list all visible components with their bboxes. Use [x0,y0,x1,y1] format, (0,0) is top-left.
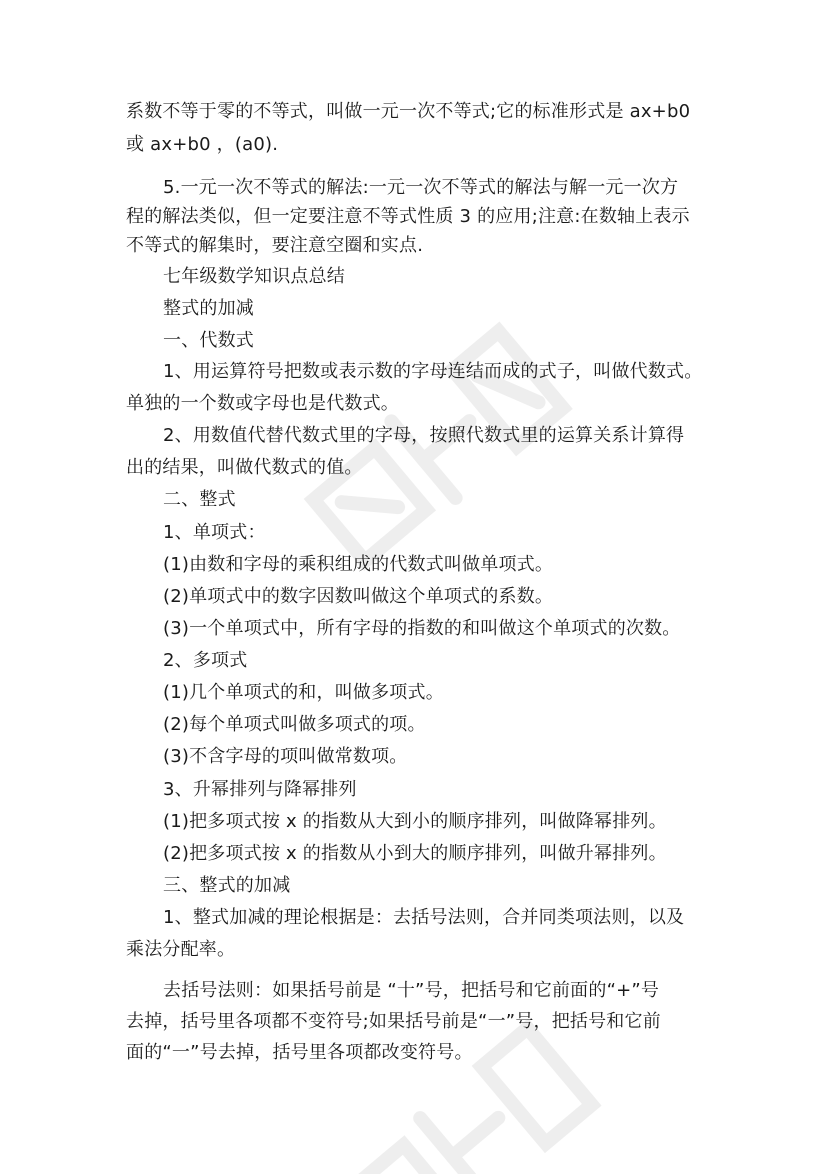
list-item: (2)单项式中的数字因数叫做这个单项式的系数。 [163,586,554,607]
subsection-heading: 3、升幂排列与降幂排列 [163,779,357,800]
section-heading: 二、整式 [163,489,236,510]
text-line: 系数不等于零的不等式，叫做一元一次不等式;它的标准形式是 ax+b0 [126,101,691,122]
text-line: 不等式的解集时，要注意空圈和实点. [126,235,424,256]
section-heading: 一、代数式 [163,330,254,351]
text-line: 乘法分配率。 [126,939,236,960]
list-item: (1)把多项式按 x 的指数从大到小的顺序排列，叫做降幂排列。 [163,811,667,832]
list-item: (3)不含字母的项叫做常数项。 [163,746,408,767]
subsection-heading: 1、单项式： [163,522,266,543]
text-line: 程的解法类似，但一定要注意不等式性质 3 的应用;注意:在数轴上表示 [126,206,690,227]
text-line: 去括号法则：如果括号前是 “十”号，把括号和它前面的“+”号 [163,980,660,1001]
text-line: 1、用运算符号把数或表示数的字母连结而成的式子，叫做代数式。 [163,361,703,382]
text-line: 2、用数值代替代数式里的字母，按照代数式里的运算关系计算得 [163,425,685,446]
text-line: 或 ax+b0 ，(a0). [126,134,279,155]
text-line: 1、整式加减的理论根据是：去括号法则，合并同类项法则，以及 [163,907,685,928]
list-item: (1)由数和字母的乘积组成的代数式叫做单项式。 [163,554,554,575]
list-item: (3)一个单项式中，所有字母的指数的和叫做这个单项式的次数。 [163,618,681,639]
section-heading: 整式的加减 [163,298,254,319]
list-item: (2)每个单项式叫做多项式的项。 [163,714,426,735]
text-line: 出的结果，叫做代数式的值。 [126,457,363,478]
text-line: 单独的一个数或字母也是代数式。 [126,393,399,414]
section-heading: 三、整式的加减 [163,875,291,896]
list-item: (2)把多项式按 x 的指数从小到大的顺序排列，叫做升幂排列。 [163,843,667,864]
text-line: 去掉，括号里各项都不变符号;如果括号前是“一”号，把括号和它前 [126,1011,661,1032]
list-item: (1)几个单项式的和，叫做多项式。 [163,682,444,703]
subsection-heading: 2、多项式 [163,650,248,671]
text-line: 5.一元一次不等式的解法:一元一次不等式的解法与解一元一次方 [163,177,679,198]
text-line: 面的“一”号去掉，括号里各项都改变符号。 [126,1042,473,1063]
section-heading: 七年级数学知识点总结 [163,266,345,287]
